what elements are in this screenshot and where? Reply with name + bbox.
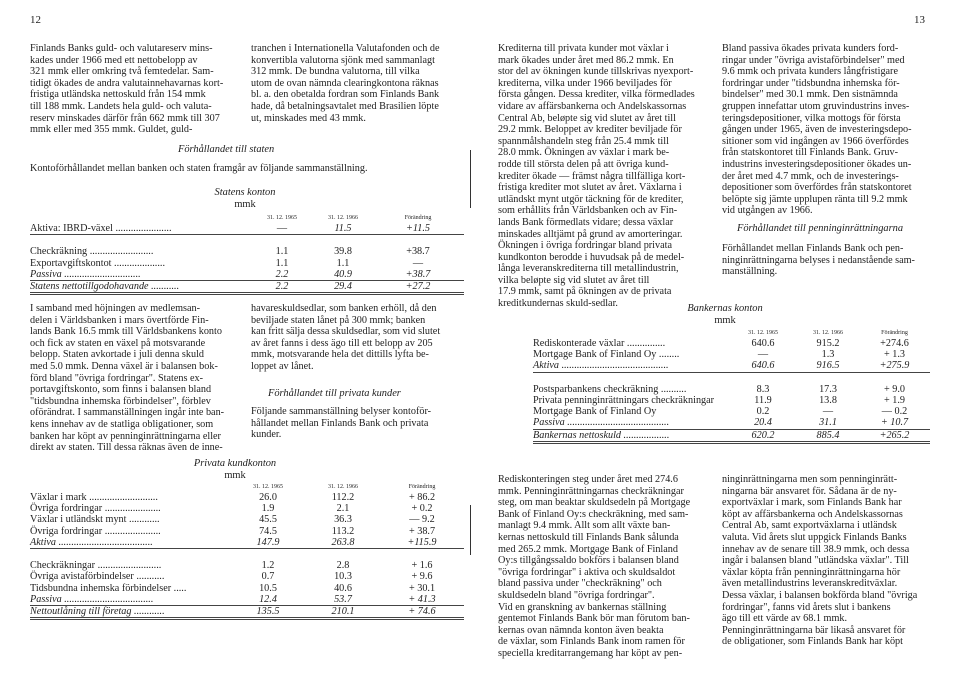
text-line: Central Ab, samt exportväxlarna i utländsk [722,520,897,532]
page-number-left: 12 [30,14,41,26]
text-line: Krediterna till privata kunder mot växlar i [498,43,669,54]
table-statens-konton [30,213,464,295]
text-line: lands Bank 16.5 mmk till Världsbankens konto [30,326,222,338]
text-line: kens innehav av de statliga obligationer, som [30,418,214,430]
text-line: speciella kreditarrangemang har köpt av pen- [498,647,683,659]
text-line: 321 mmk eller omkring två femtedelar. Sam- [30,66,214,78]
table-row: Postsparbankens checkräkning .......... 8.3 17.3 + 9.0 [533,383,906,395]
text-line: kan fritt sälja dessa skuldsedlar, som vid slutet [251,326,441,338]
table3-title-text: Bankernas konton [687,303,763,314]
text-line: första gången. Dessa krediter, vilka förmedlades [498,89,695,101]
table-row: Aktiva .......................................... 640.6 916.5 +275.9 [533,360,930,372]
text-line: ninginrättningarna men som penninginrätt- [722,474,898,485]
col-header: 31. 12. 1966 [813,330,843,336]
text-line: och fick av staten en växel på motsvarande [30,337,206,349]
table1-title-text: Statens konton [214,187,276,198]
text-line: mmk, motsvarande hela det dittills lyfta be- [251,349,429,361]
text-line: vilka beløpte sig vid slutet av året till [498,274,650,286]
table3-title [660,303,790,327]
text-line: tranchen i Internationella Valutafonden och de [251,43,440,54]
penning-heading: Förhållandet till penninginrättningarna [737,223,904,234]
text-line: som erhållits från Världsbanken och av Fin- [498,205,678,217]
table2-title [180,458,290,482]
text-line: Central Ab, beløpte sig vid slutet av året till [498,112,676,124]
table-privata-kundkonton [30,482,464,620]
text-line: fristiga utländska nettoskuld från 154 mmk [30,89,206,101]
text-line: 312 mmk. De bundna valutorna, till vilka [251,66,420,78]
left-mid-column-2 [251,303,459,373]
margin-mark [470,150,471,208]
right-bottom-column-2 [722,474,932,648]
table-bankernas-konton [533,328,930,444]
text-line: industrins investeringsdepositioner ökades un- [722,158,912,170]
left-top-column-2 [251,43,459,124]
text-line: rodde till största delen på att övriga kund- [498,158,669,170]
text-line: I samband med höjningen av medlemsan- [30,303,201,314]
text-line: fordringar", fanns vid årets slut i bankens [722,601,891,613]
text-line: tidigt ökades de andra valutainnehavarnas kort- [30,77,224,89]
text-line: kernas nettoskuld till Finlands Bank sålunda [498,531,679,543]
table3-unit: mmk [714,315,736,326]
text-line: teringsdepositioner, vilka mottogs för första [722,112,901,124]
text-line: hållandet mellan Finlands Bank och privata [251,417,429,429]
text-line: steg, om man beaktar skuldsedeln på Mortgage [498,497,691,509]
staten-intro: Kontoförhållandet mellan banken och staten framgår av följande sammanställning. [30,163,368,174]
text-line: utom de ovan nämnda clearingkontona räknas [251,77,439,89]
text-line: 17.9 mmk, samt på ökningen av de privata [498,286,672,298]
table-row: Tidsbundna inhemska förbindelser ..... 10.5 40.6 + 30.1 [30,582,436,594]
right-top-column-2 [722,43,932,217]
table-row: Rediskonterade växlar ............... 640.6 915.2 +274.6 [533,338,909,349]
kunder-heading: Förhållandet till privata kunder [268,388,401,399]
text-line: lands Bank förmedlats vidare; dessa växlar [498,216,674,228]
text-line: "övriga fordringar" i aktiva och skuldsaldot [498,566,676,578]
table-row: Privata penninginrättningars checkräkningar 11.9 13.8 + 1.9 [533,395,906,406]
col-header: 31. 12. 1966 [328,215,358,221]
text-line: mmk. Penninginrättningarnas checkräkningar [498,485,684,497]
text-line: belopp. Staten avkortade i juli denna skuld [30,349,204,361]
text-line: minskades alltjämt på grund av amorteringar. [498,228,683,240]
text-line: stor del av ökningen kunde tillskrivas nyexport- [498,66,694,78]
left-mid-column-1 [30,303,238,454]
text-line: Vid en granskning av bankernas ställning [498,601,667,613]
text-line: Ökningen i övriga fordringar bland privata [498,240,672,252]
text-line: utländskt mynt utgör täckning för de krediter, [498,193,684,205]
text-line: Bank of Finland Oy:s checkräkning, med sam- [498,508,689,520]
text-line: 9.6 mmk och privata kunders långfristigare [722,66,898,78]
text-line: Dessa växlar, i balansen bokförda bland "övriga [722,589,918,601]
text-line: kundkonton berodde i huvudsak på de medel- [498,251,685,263]
text-line: ägo till ett värde av 68.1 mmk. [722,613,848,625]
margin-mark [470,505,471,555]
table-row: Övriga avistaförbindelser ........... 0.7 10.3 + 9.6 [30,571,433,583]
text-line: kades under 1966 med ett nettobelopp av [30,54,198,66]
text-line: köpt av affärsbankerna och Andelskassornas [722,508,903,520]
text-line: manlagt 9.4 mmk. Allt som allt växte ban- [498,520,671,532]
text-line: från statskontoret till Finlands Bank. Gruv- [722,147,898,159]
text-line: växlar köpta från penninginrättningarna hör [722,566,901,578]
text-line: gentemot Finlands Bank bör man förutom ban- [498,613,690,625]
text-line: ringar under "övriga avistaförbindelser" med [722,54,905,66]
text-line: kreditkundernas skuld-sedlar. [498,298,618,310]
text-line: 28.0 mmk. Ökningen av växlar i mark be- [498,147,670,159]
text-line: spannmålshandeln steg från 25.4 mmk till [498,135,669,147]
text-line: krediter ökade — främst några tillfälliga kort- [498,170,686,182]
text-line: bland passiva under "checkräkning" och [498,578,662,590]
text-line: krediterna, vilka under 1966 beviljades för [498,77,672,89]
table-row: Aktiva ..................................... 147.9 263.8 +115.9 [30,537,464,549]
col-header: Förändring [881,330,908,336]
text-line: beviljade staten lånet på 300 mmk; banken [251,314,426,326]
text-line: kernas ovan nämnda konton även beakta [498,624,664,636]
col-header: Förändring [404,215,432,221]
penning-text [722,243,932,278]
table-row: Växlar i mark ........................... 26.0 112.2 + 86.2 [30,492,436,503]
text-line: med 265.2 mmk. Mortgage Bank of Finland [498,543,678,555]
col-header: Förändring [408,484,436,490]
text-line: Förhållandet mellan Finlands Bank och pen- [722,243,904,254]
table-row: Växlar i utländskt mynt ............ 45.5 36.3 — 9.2 [30,514,435,526]
table-row: Övriga fordringar ...................... 1.9 2.1 + 0.2 [30,503,433,515]
text-line: med 5.0 mmk. Denna växel är i balansen bok- [30,360,218,372]
table-row: Passiva .............................. 2.2 40.9 +38.7 [30,269,464,281]
text-line: de obligationer, som Finlands Bank har köpt [722,636,903,648]
left-top-column-1 [30,43,238,136]
text-line: konvertibla valutorna sjönk med sammanlagt [251,54,435,66]
text-line: skuldsedeln bland "övriga fordringar". [498,589,655,601]
text-line: ut, minskades med 43 mmk. [251,112,366,124]
text-line: belöpte sig jämte upplupen ränta till 9.2 mmk [722,193,908,205]
text-line: av året fanns i dess ägo till ett belopp av 205 [251,337,433,349]
table-row: Nettoutlåning till företag ............ 135.5 210.1 + 74.6 [30,606,464,619]
table-row: Mortgage Bank of Finland Oy 0.2 — — 0.2 [533,406,908,418]
text-line: fristiga krediter mot slutet av året. Växlarna i [498,182,682,194]
text-line: manställning. [722,266,778,278]
col-header: 31. 12. 1965 [748,330,778,336]
table-row: Övriga fordringar ...................... 74.5 113.2 + 38.7 [30,525,436,537]
text-line: långa leveranskrediterna till metallindustrin, [498,263,679,275]
table-row: Checkräkning ......................... 1.1 39.8 +38.7 [30,246,430,258]
text-line: portavgiftskonto, som finns i balansen bland [30,384,212,396]
table-row: Bankernas nettoskuld .................. 620.2 885.4 +265.2 [533,429,930,442]
text-line: vid utgången av 1966. [722,205,813,217]
text-line: fordringar under "tidsbundna inhemska för- [722,77,900,89]
text-line: mmk eller med 355 mmk. Guldet, guld- [30,124,193,136]
text-line: kunder. [251,429,282,441]
text-line: vidare av affärsbankerna och Andelskassornas [498,100,687,112]
text-line: bl. a. den obetalda fordran som Finlands Bank [251,89,440,101]
text-line: loppet av lånet. [251,360,314,372]
text-line: direkt av staten. Till dessa räknas även de inne- [30,442,223,454]
table-row: Passiva ........................................ 20.4 31.1 + 10.7 [533,417,930,429]
text-line: innehav av de senare till 38.9 mmk, och dessa [722,543,910,555]
text-line: förd bland "övriga fordringar". Statens ex- [30,372,203,384]
right-top-column-1 [498,43,706,310]
table-row: Mortgage Bank of Finland Oy ........ — 1.3 + 1.3 [533,349,906,361]
table-row: Aktiva: IBRD-växel ...................... — 11.5 +11.5 [30,223,464,235]
text-line: oförändrat. I sammanställningen ingår inte ban- [30,407,225,419]
col-header: 31. 12. 1965 [267,215,297,221]
text-line: reserv minskades därför från 662 mmk till 307 [30,112,220,124]
text-line: havareskuldsedlar, som banken erhöll, då den [251,303,437,314]
table-row: Exportavgiftskontot .................... 1.1 1.1 — [30,257,424,269]
text-line: Penninginrättningarna bär likaså ansvaret för [722,624,906,636]
kunder-text [251,406,459,441]
text-line: sitioner som vid ingången av 1966 överfördes [722,135,909,147]
text-line: der året med 4.7 mmk, och de investerings- [722,170,899,182]
text-line: hade, då betalningsavtalet med Brasilien löpte [251,100,439,112]
table-row: Passiva ................................... 12.4 53.7 + 41.3 [30,594,464,606]
table1-unit: mmk [234,199,256,210]
text-line: bindelser" med 30.1 mmk. Den sistnämnda [722,89,898,101]
page-number-right: 13 [914,14,925,26]
text-line: även metallindustrins leveranskreditväxlar. [722,578,898,590]
text-line: Oy:s tillgångssaldo bokförs i balansen bland [498,555,679,567]
staten-heading: Förhållandet till staten [178,144,275,155]
text-line: Följande sammanställning belyser kontoför- [251,406,432,417]
table2-title-text: Privata kundkonton [193,458,277,469]
table1-title [190,187,300,211]
text-line: Rediskonteringen steg under året med 274.6 [498,474,678,485]
table-row: Checkräkningar ......................... 1.2 2.8 + 1.6 [30,560,433,572]
text-line: banken har köpt av penninginrättningarna eller [30,430,221,442]
col-header: 31. 12. 1966 [328,484,358,490]
text-line: gruppen innefattar utom gruvindustrins inves- [722,100,910,112]
table-row: Statens nettotillgodohavande ........... 2.2 29.4 +27.2 [30,281,464,294]
text-line: Finlands Banks guld- och valutareserv mins- [30,43,213,54]
text-line: till 188 mmk. Landets hela guld- och valuta- [30,100,212,112]
col-header: 31. 12. 1965 [253,484,283,490]
table2-unit: mmk [224,470,246,481]
text-line: ningarna bär ansvaret för. Sådana är de ny- [722,485,897,497]
text-line: gången under 1965, även de investeringsdepo- [722,124,912,136]
text-line: mark ökades under året med 86.2 mmk. En [498,54,674,66]
text-line: de växlar, som Finlands Bank inom ramen för [498,636,685,648]
text-line: ingår i balansen bland "utländska växlar". Till [722,555,909,567]
text-line: exportväxlar i mark, som Finlands Bank har [722,497,902,509]
text-line: ninginrättningarna belyses i nedanstående sam- [722,254,915,266]
text-line: Bland passiva ökades privata kunders ford- [722,43,899,54]
text-line: valuta. Vid årets slut uppgick Finlands Banks [722,531,907,543]
text-line: delen i Världsbanken i mars övertförde Fin- [30,314,209,326]
text-line: depositioner som överfördes från statskontoret [722,182,912,194]
right-bottom-column-1 [498,474,706,660]
text-line: "tidsbundna inhemska förbindelser", förblev [30,395,211,407]
text-line: 29.2 mmk. Beloppet av krediter beviljade för [498,124,682,136]
